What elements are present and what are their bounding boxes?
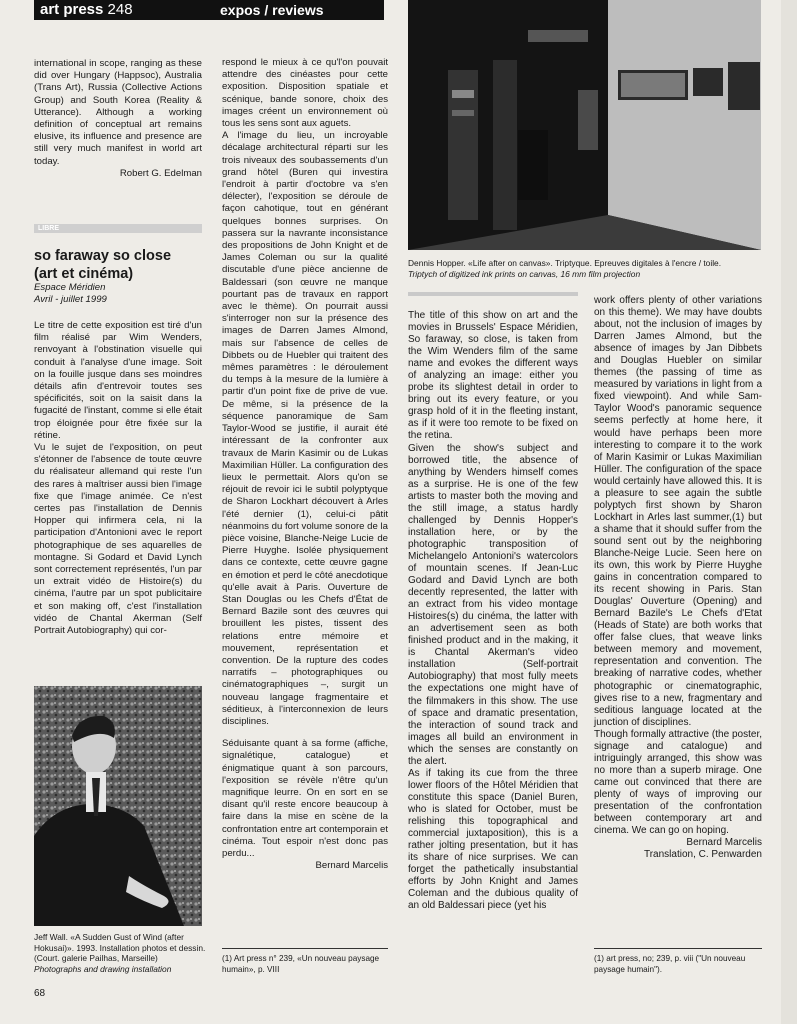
translator-credit: Translation, C. Penwarden [643,849,762,861]
page-edge [781,0,797,1024]
paragraph: Le titre de cette exposition est tiré d'un film réalisé par Wim Wenders, renvoyant à l'obstination visuelle qui conduit à l'analyse d'une image. Soit on la fouille jusque dans ses moindres détails afin d'entrevoir toutes ses spécificités, soit on la saisit dans la fugacité de l'instant, comme si elle était trop éloignée pour être fixée sur la rétine. [34,320,202,441]
signature: Bernard Marcelis [315,860,388,872]
title-line: (art et cinéma) [34,266,134,282]
column-2 [222,57,388,872]
issue-number: 248 [107,1,133,18]
caption-text: Dennis Hopper. «Life after on canvas». Triptyque. Epreuves digitales à l'encre / toile. [408,258,722,268]
signature: Bernard Marcelis [686,837,762,849]
divider-bar [408,292,578,296]
footnote: (1) art press, no; 239, p. viii ("Un nouveau paysage humain"). [594,954,746,974]
caption-translation: Photographs and drawing installation [34,963,172,974]
jeff-wall-caption [34,932,206,974]
signature: Robert G. Edelman [119,167,202,179]
venue: Espace Méridien [34,282,106,293]
section-label: LIBRE [38,225,59,232]
caption-translation: Triptych of digitized ink prints on canvas, 16 mm film projection [408,268,641,279]
magazine-name: art press [40,1,104,18]
footnote: (1) Art press n° 239, «Un nouveau paysage humain», p. VIII [222,954,380,974]
paragraph: work offers plenty of other variations on this theme). We may have doubts about, not the inclusion of images by Darren James Almond, but the absence of images by Jan Dibbets and Douglas Huebler on similar themes (the passing of time as measured by variations in light from a fixed viewpoint). And while Sam-Taylor Wood's panoramic sequence seems perfectly at home here, it would have perhaps been more interesting to compare it to the work of Marin Kasimir or Lukas Maximilian Hüller. The configuration of the space would certainly have allowed this. It is a pleasure to see again the subtle polyptych first shown by Sharon Lockhart in Arles last summer,(1) but a shame that it should suffer from the sound sent out by the neighboring Blanche-Neige Lucie. Seen here on its own, this work by Pierre Huyghe gains in concentration compared to its recent showing in Paris. Stan Douglas' Ouverture (Opening) and Bernard Bazile's Le Chefs d'Etat (Heads of State) are both works that offer false clues, that weave links between memory and movement, representation and convention. The breaking of narrative codes, whether photographic or cinematographic, gives rise to a new, fragmentary and seditious language located at the junction of disciplines. [594,295,762,728]
magazine-title [40,1,133,19]
portrait-illustration [34,686,202,926]
paragraph: Séduisante quant à sa forme (affiche, signalétique, catalogue) et énigmatique quant à son parcours, l'exposition se révèle n'être qu'un magnifique leurre. On en sort en se disant qu'il reste encore beaucoup à faire dans la mise en scène de la confrontation entre art contemporain et cinéma. Tout espoir n'est donc pas perdu... [222,738,388,859]
column-3 [408,310,578,912]
column-1-body [34,320,202,637]
title-line: so faraway so close [34,248,172,264]
installation-illustration [408,0,761,250]
page-number: 68 [34,988,46,999]
footnote-rule [594,948,762,949]
paragraph: A l'image du lieu, un incroyable décalage architectural réparti sur les trois niveaux des soubassements d'un grand hôtel (Buren qui investira l'endroit à partir d'octobre va s'en délecter), l'exposition se déroule de façon cahotique, tout en générant quelques bonnes surprises. On passera sur la navrante inconsistance des propositions de John Knight et de James Coleman ou sur la qualité discutable d'une pièce ancienne de Baldessari (son œuvre ne manque pourtant pas de travaux en rapport avec le thème). On pourrait aussi s'interroger non sur la présence des images de Darren James Almond, mais sur l'absence de celles de Dibbets ou de Huebler qui traitent des mêmes paramètres : le déroulement du temps à la mesure de la lumière à partir d'un point fixe de prive de vue. De même, si la présence de la séquence panoramique de Sam Taylor-Wood se justifie, il aurait été intéressant de la confronter aux travaux de Marin Kasimir ou de Lukas Maximilian Hüller. La configuration des lieux le permettait. Alors qu'on se réjouit de revoir ici le subtil polyptyque de Sharon Lockhart découvert à Arles l'été dernier (1), celui-ci pâtit néanmoins du fort volume sonore de la pièce voisine, Blanche-Neige Lucie de Pierre Huyghe. Isolée physiquement dans ce contexte, cette œuvre gagne en émotion et perd le côté anecdotique qu'elle avait à Paris. Ouverture de Stan Douglas ou les Chefs d'État de Bernard Bazile sont des œuvres qui brouillent les pistes, tissent des relations entre mémoire et mouvement, représentation et convention. De la rupture des codes narratifs – photographiques ou cinématographiques –, surgit un nouveau langage fragmentaire et séditieux, à l'interconnexion de leurs disciplines. [222,130,388,727]
paragraph: Given the show's subject and borrowed title, the absence of anything by Wenders himself comes as a surprise. He is one of the few artists to master both the moving and the still image, a status hardly challenged by Dennis Hopper's installation here, or by the photographic transposition of Michelangelo Antonioni's watercolors of mountain scenes. If Jean-Luc Godard and David Lynch are both decently represented, the latter with an extract from his video montage Histoires(s) du cinéma, the latter with an advertisement seen as both finished product and in the making, it is Chantal Akerman's video installation (Self-portrait Autobiography) that most fully meets the expectations one might have of the filmmakers in this show. The use of space and dramatic presentation, the interaction of sound track and images all build an environment in which the senses are constantly on the alert. [408,442,578,767]
paragraph: respond le mieux à ce qu'l'on pouvait attendre des cinéastes pour cette exposition. Disposition spatiale et scénique, bande sonore, choix des images créent un environnement où tous les sens sont aux aguets. [222,57,388,130]
paragraph: As if taking its cue from the three lower floors of the Hôtel Méridien that constitute this space (Daniel Buren, who is slated for October, must be relishing this topographical and commercial juxtaposition), this is a rather jolting presentation, but it has its share of nice surprises. We can forget the pathetically insubstantial efforts by John Knight and James Coleman and the dubious quality of an old Baldessari piece (yet his [408,767,578,912]
header-bar [34,0,384,20]
paragraph: international in scope, ranging as these did over Hungary (Happsoc), Australia (Trans Art), Russia (Collective Actions Group) and South Korea (Reality & Utterance). Although a working definition of conceptual art remains elusive, its influence and presence are still very much manifest in world art today. [34,58,202,167]
column-1-top [34,58,202,180]
paragraph: The title of this show on art and the movies in Brussels' Espace Méridien, So faraway, so close, is taken from the Wim Wenders film of the same name and evokes the different ways of analyzing an image: either you probe its slightest detail in order to bring out its every feature, or you grasp hold of it in the fleeting instant, as if it were too remote to be fixed on the retina. [408,310,578,442]
article-title [34,247,204,283]
section-label-bar [34,224,202,233]
caption-text: Jeff Wall. «A Sudden Gust of Wind (after Hokusai)». 1993. Installation photos et dessin. (Court. galerie Pailhas, Marseille) [34,932,206,963]
main-photo-caption [408,258,764,279]
section-title: expos / reviews [220,2,324,18]
column-4 [594,295,762,861]
footnote-rule [222,948,388,949]
dates: Avril - juillet 1999 [34,294,107,305]
paragraph: Vu le sujet de l'exposition, on peut s'étonner de l'absence de toute œuvre du réalisateur allemand qui reste l'un des rares à maîtriser aussi bien l'image fixe que l'image animée. Ce n'est certes pas l'installation de Dennis Hopper qui infirmera cela, ni la participation d'Antonioni avec le report photographique de ses aquarelles de montagne. Si Godard et David Lynch sont correctement représentés, l'un par un extrait vidéo de Histoire(s) du cinéma, l'autre par un spot publicitaire et son making off, c'est l'installation vidéo de Chantal Akerman (Self Portrait Autobiography) qui cor- [34,442,202,637]
dennis-hopper-installation-photo [408,0,761,250]
jeff-wall-photo [34,686,202,926]
paragraph: Though formally attractive (the poster, signage and catalogue) and intriguingly arranged, this show was no more than a superb mirage. One came out convinced that there are plenty of ways of improving our presentation of the confrontation between contemporary art and cinema. We can go on hoping. [594,728,762,837]
